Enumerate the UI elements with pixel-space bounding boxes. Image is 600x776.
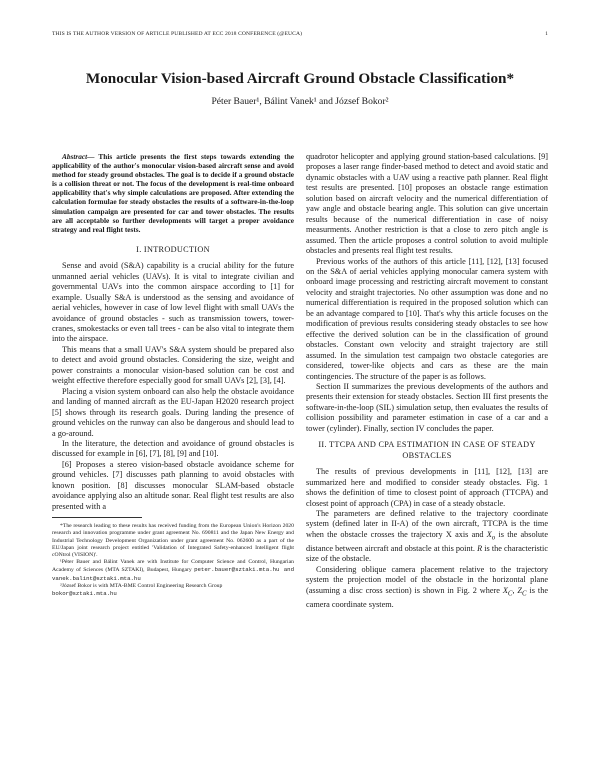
left-column xyxy=(52,152,294,598)
ttcpa-text: is the camera coordinate system. xyxy=(306,585,549,609)
body-paragraph: Previous works of the authors of this article [11], [12], [13] focused on the S&A of aerial vehicles applying monocular camera system with onboard image processing and restricting aircraft movement to constant velocity and straight trajectories. No other assumption was done and no numerical differentiation is required in the proposed solution which can be an advantage compared to [10]. That's why this article focuses on the modification of previous results considering steady obstacles to see how effective the derived solution can be in the classification of ground obstacles. Constant own velocity and straight trajectory are still assumed. In the simulation test campaign two obstacle categories are considered, tower-like objects and cars as these are the main contingencies. The structure of the paper is as follows. xyxy=(306,256,548,381)
intro-paragraph: [6] Proposes a stereo vision-based obstacle avoidance scheme for ground vehicles. [7] discusses path planning to avoid obstacles with known position. [8] discusses monocular SLAM-based obstacle avoidance applying also an altitude sonar. Real flight test results are also presented with a xyxy=(52,459,294,511)
abstract-text: — This article presents the first steps towards extending the applicability of the author's monocular vision-based aircraft sense and avoid method for steady ground obstacles. The goal is to decide if a ground obstacle is a collision threat or not. The focus of the development is real-time onboard applicability that's why simple calculations are proposed. After extending the calculation formulae for steady obstacles the results of a software-in-the-loop simulation campaign are presented for car and tower obstacles. The results are all acceptable so further developments will target a proper avoidance strategy and real flight tests. xyxy=(52,152,294,234)
sub-c: C xyxy=(522,590,527,598)
ttcpa-paragraph xyxy=(306,509,548,565)
section-heading-introduction: I. INTRODUCTION xyxy=(136,244,210,254)
var-r: R xyxy=(477,543,483,553)
running-head-text: THIS IS THE AUTHOR VERSION OF ARTICLE PUBLISHED AT ECC 2018 CONFERENCE (@EUCA) xyxy=(52,31,303,37)
ttcpa-text: is the absolute distance between aircraft and obstacle at this point. xyxy=(306,529,549,553)
ttcpa-text: The parameters are defined relative to the trajectory coordinate system (defined later in II-A) of the own aircraft, TTCPA is the time when the obstacle crosses the trajectory X axis and xyxy=(306,508,548,539)
footnote-email-2[interactable]: bokor@sztaki.mta.hu xyxy=(52,590,117,597)
footnote-divider xyxy=(52,517,142,518)
var-x: X xyxy=(486,529,492,539)
right-column xyxy=(306,152,548,610)
intro-paragraph: Sense and avoid (S&A) capability is a crucial ability for the future unmanned aerial vehicles (UAVs). It is vital to integrate civilian and governmental UAVs into the common airspace according to [1] for example. Usually S&A is understood as the sensing and avoidance of aerial vehicles, however in case of low level flight with small UAVs the avoidance of ground obstacles - such as transmission towers, tower-cranes, smokestacks or even tall trees - can be also vital to integrate them into the airspace. xyxy=(52,261,294,344)
footnote-email-2-line xyxy=(52,590,294,598)
running-header xyxy=(52,31,548,37)
var-z: Z xyxy=(517,585,523,595)
author-list: Péter Bauer¹, Bálint Vanek¹ and József Bokor² xyxy=(211,96,389,107)
footnote-affiliation-1-text: ¹Péter Bauer and Bálint Vanek are with Institute for Computer Science and Control, Hungarian Academy of Sciences (MTA SZTAKI), Budapest, Hungary xyxy=(52,559,294,574)
ttcpa-text: , xyxy=(512,585,518,595)
body-paragraph: quadrotor helicopter and applying ground station-based calculations. [9] proposes a laser range finder-based method to detect and avoid static and dynamic obstacles with a UAV using a reactive path planner. Real flight test results are presented. [10] proposes an obstacle range estimation solution based on aircraft velocity and the numerical differentiation of yaw angle and obstacle bearing angle. This solution can give uncertain results because of the numerical differentiation in case of noisy measurments. Another restriction is that a close to zero pitch angle is assumed. Then the article proposes a control solution to avoid multiple obstacles and presents real flight test results. xyxy=(306,152,548,256)
sub-o: o xyxy=(491,534,496,542)
footnotes xyxy=(52,523,294,598)
footnote-affiliation-1 xyxy=(52,559,294,583)
var-x: X xyxy=(502,585,508,595)
section-heading-ttcpa: II. TTCPA AND CPA ESTIMATION IN CASE OF STEADY OBSTACLES xyxy=(318,440,536,460)
intro-paragraph: In the literature, the detection and avoidance of ground obstacles is discussed for example in [6], [7], [8], [9] and [10]. xyxy=(52,439,294,459)
page-number: 1 xyxy=(545,31,548,37)
intro-paragraph: This means that a small UAV's S&A system should be prepared also to detect and avoid ground obstacles. Considering the size, weight and power constraints a monocular vision-based solution can be cost and weight effective therefore especially good for small UAVs [2], [3], [4]. xyxy=(52,344,294,386)
footnote-affiliation-2-text: ²József Bokor is with MTA-BME Control Engineering Research Group xyxy=(60,582,223,589)
intro-paragraph: Placing a vision system onboard can also help the obstacle avoidance and landing of manned aircraft as the EU-Japan H2020 research project [5] shows through its research goals. During landing the presence of ground vehicles on the runway can also be dangerous and should lead to a go-around. xyxy=(52,386,294,438)
footnote-funding: *The research leading to these results has received funding from the European Union's Horizon 2020 research and innovation programme under grant agreement No. 690811 and the Japan New Energy and Industrial Technology Development Organization under grant agreement No. 062600 as a part of the EU/Japan joint research project entitled 'Validation of Integrated Safety-enhanced Intelligent flight cONtrol (VISION)'. xyxy=(52,523,294,558)
body-paragraph: Section II summarizes the previous developments of the authors and presents their extension for steady obstacles. Section III first presents the software-in-the-loop (SIL) simulation setup, then evaluates the results of collision possibility and parameter estimation in case of a car and a tower (cylinder). Finally, section IV concludes the paper. xyxy=(306,381,548,433)
footnote-affiliation-2 xyxy=(52,583,294,590)
sub-c: C xyxy=(507,590,513,598)
footnote-emails-1[interactable]: peter.bauer@sztaki.mta.hu and vanek.balint@sztaki.mta.hu xyxy=(52,566,295,582)
ttcpa-text: is the characteristic size of the obstacle. xyxy=(306,543,548,564)
ttcpa-paragraph: The results of previous developments in [11], [12], [13] are summarized here and modified to consider steady obstacles. Fig. 1 shows the definition of time to closest point of approach (TTCPA) and closest point of approach (CPA) in case of a steady obstacle. xyxy=(306,467,548,508)
ttcpa-paragraph xyxy=(306,565,548,610)
ttcpa-text: Considering oblique camera placement relative to the trajectory system the projection model of the obstacle in the horizontal plane (assuming a disc cross section) is shown in Fig. 2 where xyxy=(306,564,548,595)
paper-title: Monocular Vision-based Aircraft Ground Obstacle Classification* xyxy=(85,70,515,87)
abstract-label: Abstract xyxy=(62,152,88,161)
abstract xyxy=(52,152,294,234)
